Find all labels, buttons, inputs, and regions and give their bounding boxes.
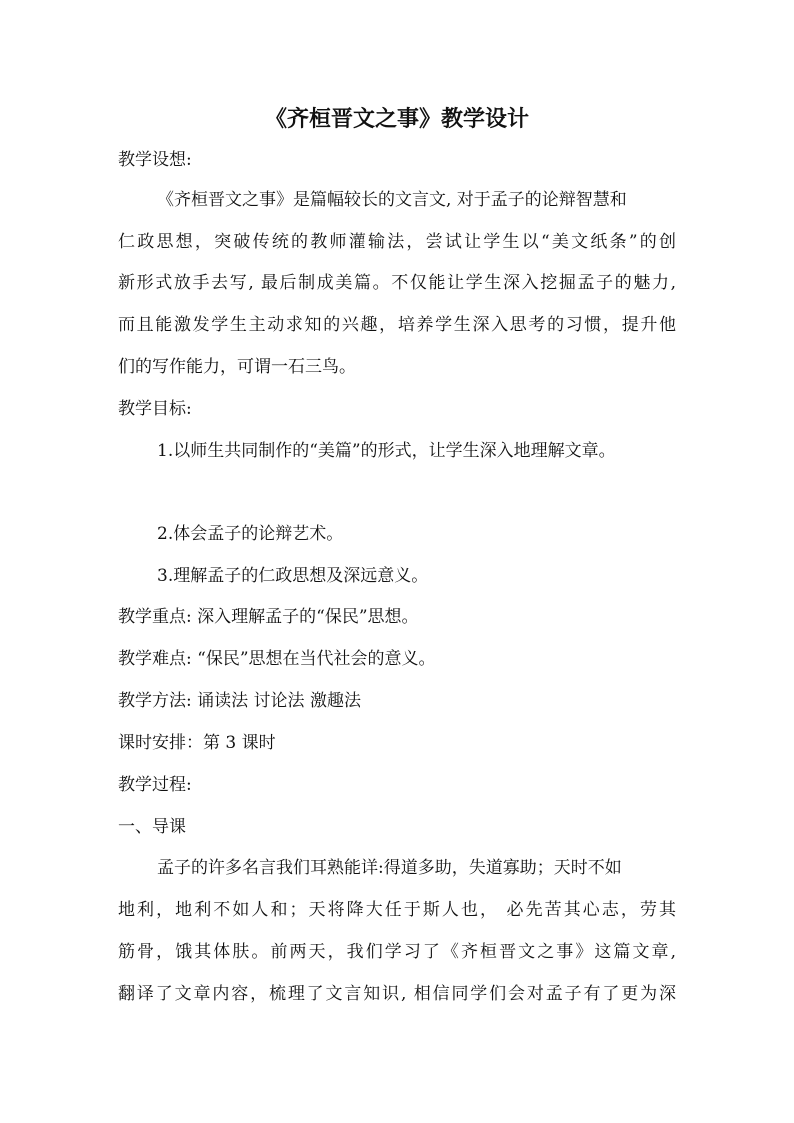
goal-item-3: 3.理解孟子的仁政思想及深远意义。 [157,566,429,586]
document-title: 《齐桓晋文之事》教学设计 [264,106,529,132]
idea-line-1: 《齐桓晋文之事》是篇幅较长的文言文, 对于孟子的论辩智慧和 [157,190,627,210]
section-heading-idea: 教学设想: [118,150,192,170]
section-heading-intro: 一、导课 [118,817,186,837]
idea-line-4: 而且能激发学生主动求知的兴趣，培养学生深入思考的习惯，提升他 [118,315,676,335]
key-point-line: 教学重点: 深入理解孟子的“保民”思想。 [118,607,419,627]
section-heading-process: 教学过程: [118,775,192,795]
intro-line-3: 筋骨，饿其体肤。前两天，我们学习了《齐桓晋文之事》这篇文章, [118,942,676,962]
idea-line-2: 仁政思想，突破传统的教师灌输法，尝试让学生以“美文纸条”的创 [118,232,676,252]
idea-line-3: 新形式放手去写, 最后制成美篇。不仅能让学生深入挖掘孟子的魅力, [118,273,676,293]
section-heading-goals: 教学目标: [118,399,192,419]
methods-line: 教学方法: 诵读法 讨论法 激趣法 [118,691,361,711]
idea-line-5: 们的写作能力，可谓一石三鸟。 [118,357,356,377]
intro-line-2: 地利，地利不如人和；天将降大任于斯人也， 必先苦其心志，劳其 [118,900,676,920]
intro-line-1: 孟子的许多名言我们耳熟能详:得道多助，失道寡助；天时不如 [157,858,622,878]
intro-line-4: 翻译了文章内容，梳理了文言知识, 相信同学们会对孟子有了更为深 [118,984,676,1004]
goal-item-1: 1.以师生共同制作的“美篇”的形式，让学生深入地理解文章。 [157,441,616,461]
schedule-line: 课时安排：第 3 课时 [118,733,276,753]
difficulty-line: 教学难点: “保民”思想在当代社会的意义。 [118,649,436,669]
goal-item-2: 2.体会孟子的论辩艺术。 [157,524,344,544]
